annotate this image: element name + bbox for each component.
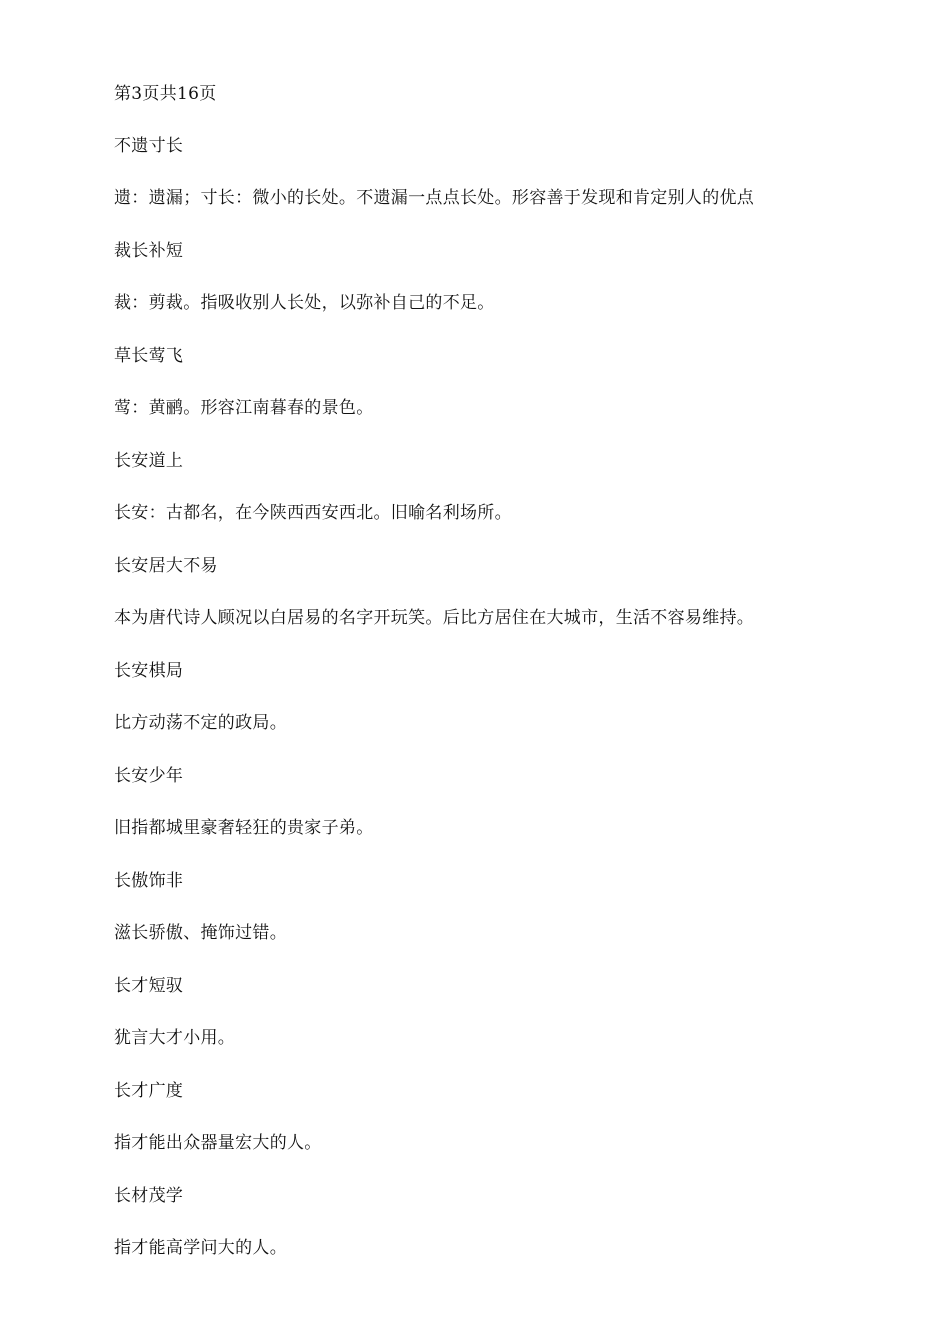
idiom-term: 长才广度 <box>114 1081 184 1101</box>
idiom-term: 长安道上 <box>114 451 184 471</box>
idiom-definition: 遗：遗漏；寸长：微小的长处。不遗漏一点点长处。形容善于发现和肯定别人的优点 <box>114 188 755 208</box>
idiom-definition: 比方动荡不定的政局。 <box>114 713 287 733</box>
idiom-definition: 指才能出众器量宏大的人。 <box>114 1133 322 1153</box>
idiom-definition: 指才能高学问大的人。 <box>114 1238 287 1258</box>
idiom-term: 长安棋局 <box>114 661 184 681</box>
idiom-definition: 犹言大才小用。 <box>114 1028 236 1048</box>
idiom-definition: 裁：剪裁。指吸收别人长处，以弥补自己的不足。 <box>114 293 495 313</box>
idiom-definition: 长安：古都名，在今陕西西安西北。旧喻名利场所。 <box>114 503 512 523</box>
idiom-term: 长安少年 <box>114 766 184 786</box>
idiom-term: 长才短驭 <box>114 976 184 996</box>
idiom-definition: 本为唐代诗人顾况以白居易的名字开玩笑。后比方居住在大城市，生活不容易维持。 <box>114 608 755 628</box>
idiom-definition: 滋长骄傲、掩饰过错。 <box>114 923 287 943</box>
idiom-definition: 旧指都城里豪奢轻狂的贵家子弟。 <box>114 818 374 838</box>
idiom-term: 长傲饰非 <box>114 871 184 891</box>
idiom-term: 长材茂学 <box>114 1186 184 1206</box>
page-header: 第3页共16页 <box>114 84 217 104</box>
idiom-term: 长安居大不易 <box>114 556 218 576</box>
idiom-term: 裁长补短 <box>114 241 184 261</box>
idiom-definition: 莺：黄鹂。形容江南暮春的景色。 <box>114 398 374 418</box>
idiom-term: 草长莺飞 <box>114 346 184 366</box>
idiom-term: 不遗寸长 <box>114 136 184 156</box>
